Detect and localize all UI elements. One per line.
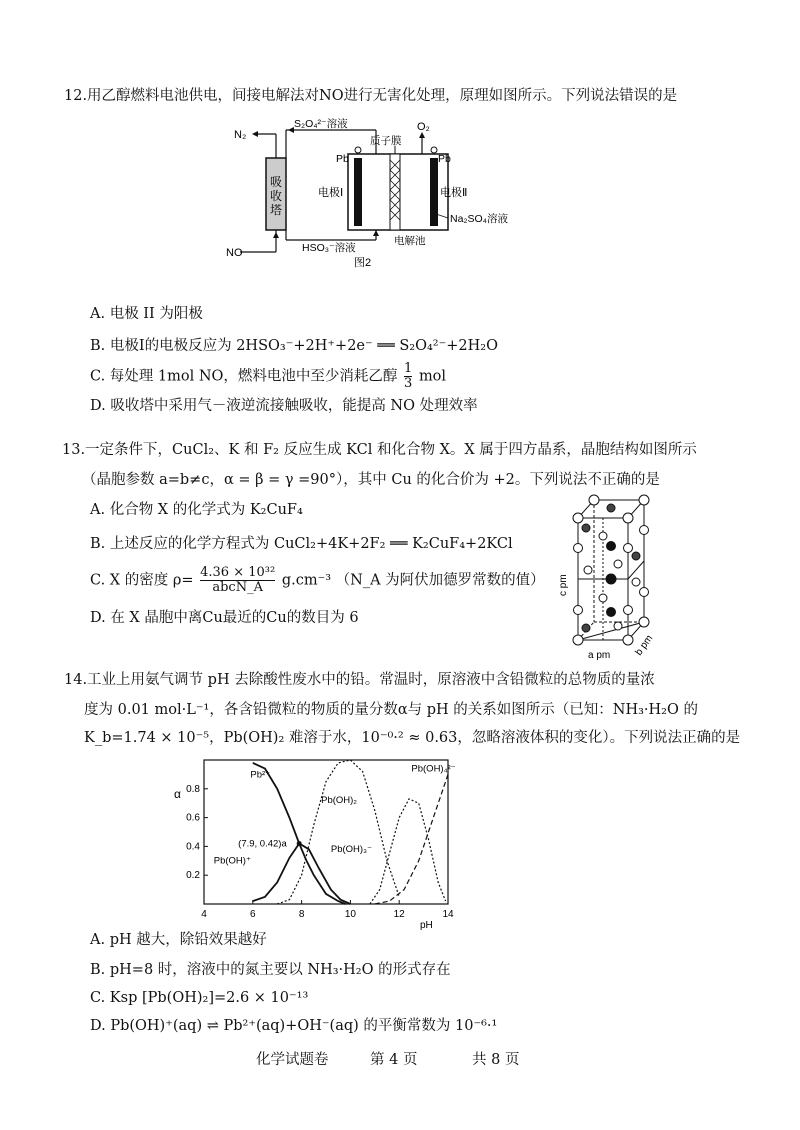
q14-option-d: D. Pb(OH)⁺(aq) ⇌ Pb²⁺(aq)+OH⁻(aq) 的平衡常数为 10⁻⁶·¹ — [90, 1018, 498, 1034]
n2-label: N₂ — [234, 129, 247, 141]
q13-stem-line1: 13.一定条件下，CuCl₂、K 和 F₂ 反应生成 KCl 和化合物 X。X 属于四方晶系，晶胞结构如图所示 — [62, 442, 697, 458]
c-axis-label: c pm — [558, 574, 569, 596]
fraction-denominator: 3 — [404, 376, 413, 391]
series-label-1: Pb(OH)⁺ — [213, 855, 251, 867]
y-tick-label: 0.6 — [186, 812, 200, 824]
hso3-label: HSO₃⁻溶液 — [302, 242, 356, 254]
footer-total: 共 8 页 — [472, 1052, 520, 1068]
density-numerator: 4.36 × 10³² — [200, 565, 276, 580]
q12-option-d: D. 吸收塔中采用气－液逆流接触吸收，能提高 NO 处理效率 — [90, 398, 478, 414]
chart-axes — [174, 760, 454, 931]
y-tick-label: 0.2 — [186, 870, 200, 882]
q12-option-c-pre: C. 每处理 1mol NO，燃料电池中至少消耗乙醇 — [90, 368, 398, 385]
footer-subject: 化学试题卷 — [256, 1052, 329, 1068]
q14-option-b: B. pH=8 时，溶液中的氮主要以 NH₃·H₂O 的形式存在 — [90, 962, 451, 978]
x-tick-label: 10 — [344, 909, 356, 920]
q12-option-a: A. 电极 II 为阳极 — [90, 306, 203, 322]
q13-option-a: A. 化合物 X 的化学式为 K₂CuF₄ — [90, 502, 303, 518]
q13-option-c-pre: C. X 的密度 ρ= — [90, 572, 194, 589]
q14-option-c: C. Ksp [Pb(OH)₂]=2.6 × 10⁻¹³ — [90, 990, 309, 1006]
fraction-numerator: 1 — [404, 361, 413, 376]
q12-option-c-fraction — [404, 362, 412, 391]
intersection-annotation: (7.9, 0.42)a — [238, 838, 287, 850]
b-axis-label: b pm — [633, 633, 656, 658]
intersection-point — [297, 841, 302, 846]
q13-option-b: B. 上述反应的化学方程式为 CuCl₂+4K+2F₂ ══ K₂CuF₄+2KCl — [90, 536, 513, 552]
series-label-0: Pb²⁺ — [250, 769, 271, 781]
cell-label: 电解池 — [394, 235, 426, 247]
series-line-4 — [375, 774, 448, 904]
q13-crystal-cell-diagram — [548, 486, 678, 666]
x-tick-label: 8 — [298, 909, 305, 920]
q14-option-a: A. pH 越大，除铅效果越好 — [90, 932, 267, 948]
x-tick-label: 6 — [250, 909, 256, 920]
pb-left-label: Pb — [336, 153, 349, 165]
q12-option-c-post: mol — [418, 368, 447, 385]
q14-stem-line3: K_b=1.74 × 10⁻⁵，Pb(OH)₂ 难溶于水，10⁻⁰·² ≈ 0.63，忽略溶液体积的变化）。下列说法正确的是 — [84, 730, 741, 746]
x-tick-label: 4 — [201, 909, 207, 920]
q13-stem-line2: （晶胞参数 a=b≠c，α = β = γ =90°），其中 Cu 的化合价为 +2。下列说法不正确的是 — [82, 472, 660, 488]
a-axis-label: a pm — [588, 650, 611, 661]
membrane-label: 质子膜 — [370, 135, 402, 147]
tower-char-2: 收 — [269, 189, 283, 203]
series-label-2: Pb(OH)₂ — [321, 795, 358, 807]
y-tick-label: 0.4 — [186, 841, 200, 853]
q13-option-c-fraction — [200, 566, 275, 595]
pb-right-label: Pb — [438, 153, 451, 165]
q13-option-c-post: g.cm⁻³ （N_A 为阿伏加德罗常数的值） — [281, 572, 545, 589]
q12-stem: 12.用乙醇燃料电池供电，间接电解法对NO进行无害化处理，原理如图所示。下列说法错误的是 — [64, 88, 678, 104]
tower-char-1: 吸 — [269, 175, 283, 189]
no-label: NO — [226, 247, 243, 259]
x-axis-label: pH — [420, 920, 433, 931]
na2so4-label: Na₂SO₄溶液 — [450, 213, 508, 225]
y-tick-label: 0.8 — [186, 783, 200, 795]
q12-option-b: B. 电极Ⅰ的电极反应为 2HSO₃⁻+2H⁺+2e⁻ ══ S₂O₄²⁻+2H₂O — [90, 338, 498, 354]
electrode-2-label: 电极Ⅱ — [440, 187, 468, 199]
footer-page: 第 4 页 — [370, 1052, 418, 1068]
electrode-1-label: 电极Ⅰ — [318, 187, 344, 199]
o2-label: O₂ — [417, 121, 430, 133]
electrode-1 — [354, 158, 362, 226]
q14-stem-line2: 度为 0.01 mol·L⁻¹，各含铅微粒的物质的量分数α与 pH 的关系如图所示（已知：NH₃·H₂O 的 — [84, 702, 698, 718]
series-label-4: Pb(OH)₄²⁻ — [411, 763, 456, 775]
s2o4-label: S₂O₄²⁻溶液 — [294, 118, 348, 130]
x-tick-label: 12 — [393, 909, 405, 920]
series-line-0 — [253, 763, 346, 904]
q13-option-c — [90, 566, 545, 595]
q13-option-d: D. 在 X 晶胞中离Cu最近的Cu的数目为 6 — [90, 610, 359, 626]
chart-labels — [214, 764, 456, 867]
q12-electrolysis-diagram — [226, 118, 546, 278]
figure-caption: 图2 — [354, 257, 372, 269]
series-label-3: Pb(OH)₃⁻ — [330, 844, 372, 856]
q14-stem-line1: 14.工业上用氨气调节 pH 去除酸性废水中的铅。常温时，原溶液中含铅微粒的总物质的量浓 — [64, 672, 655, 688]
electrode-2 — [430, 158, 438, 226]
x-tick-label: 14 — [442, 909, 454, 920]
density-denominator: abcN_A — [212, 580, 263, 595]
q12-option-c — [90, 362, 446, 391]
y-axis-label: α — [174, 787, 181, 801]
tower-char-3: 塔 — [269, 203, 283, 217]
q14-alpha-ph-chart — [168, 752, 468, 934]
chart-series — [253, 760, 448, 904]
